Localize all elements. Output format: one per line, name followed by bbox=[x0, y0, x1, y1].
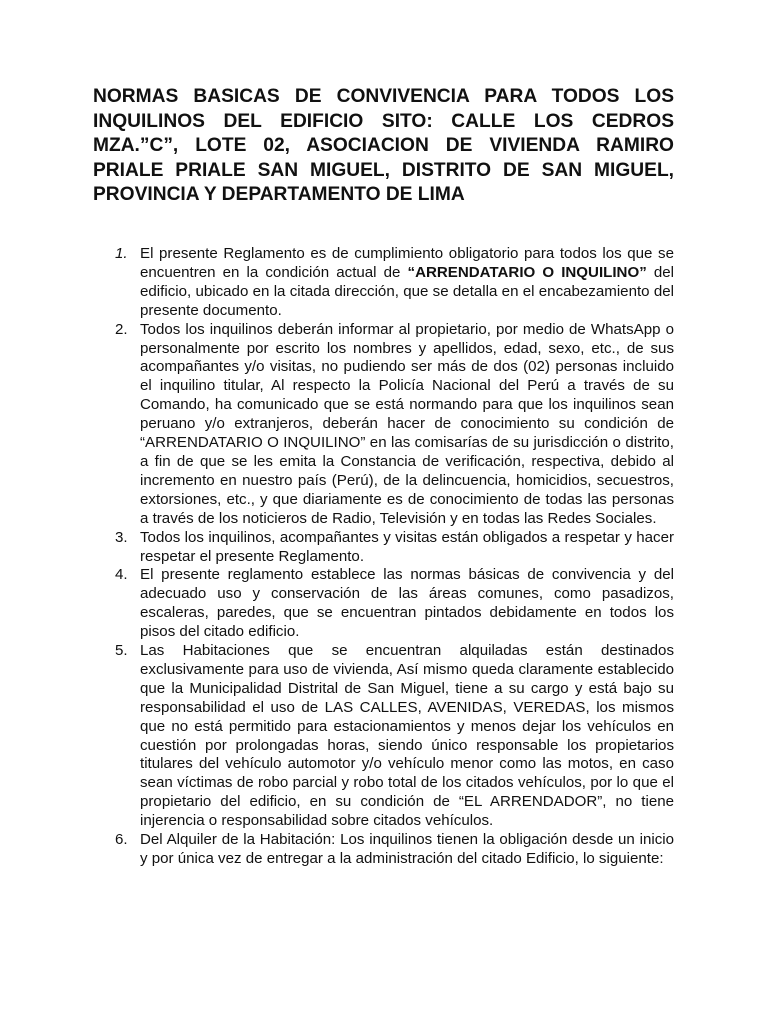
clause-5 bbox=[115, 642, 674, 831]
clause-list bbox=[115, 245, 674, 869]
clause-text: Las Habitaciones que se encuentran alquiladas están destinados exclusivamente para uso de vivienda, Así mismo queda claramente establecido que la Municipalidad Distrital de San Miguel, tiene a su cargo y está bajo su responsabilidad el uso de LAS CALLES, AVENIDAS, VEREDAS, los mismos que no está permitido para estacionamientos y menos dejar los vehículos en cuestión por prolongadas horas, siendo único responsable los propietarios titulares del vehículo automotor y/o vehículo menor como las motos, en caso sean víctimas de robo parcial y robo total de los citados vehículos, por lo que el propietario del edificio, en su condición de “EL ARRENDADOR”, no tiene injerencia o responsabilidad sobre citados vehículos. bbox=[140, 642, 674, 830]
clause-number: 2. bbox=[115, 320, 128, 338]
clause-number: 1. bbox=[115, 245, 128, 262]
clause-number: 3. bbox=[115, 528, 128, 546]
clause-number: 6. bbox=[115, 831, 128, 849]
clause-4 bbox=[115, 566, 674, 642]
clause-text: El presente reglamento establece las normas básicas de convivencia y del adecuado uso y conservación de las áreas comunes, como pasadizos, escaleras, paredes, que se encuentran pintados debidamente en todos los pisos del citado edificio. bbox=[140, 566, 674, 641]
clause-text: El presente Reglamento es de cumplimiento obligatorio para todos los que se encuentren en la condición actual de bbox=[140, 245, 674, 281]
clause-2 bbox=[115, 320, 674, 529]
clause-number: 5. bbox=[115, 642, 128, 660]
clause-emphasis: “ARRENDATARIO O INQUILINO” bbox=[407, 263, 647, 281]
clause-text: Todos los inquilinos deberán informar al propietario, por medio de WhatsApp o personalmente por escrito los nombres y apellidos, edad, sexo, etc., de sus acompañantes y/o visitas, no pudiendo ser más de dos (02) personas incluido el inquilino titular, Al respecto la Policía Nacional del Perú a través de su Comando, ha comunicado que se está normando para que los inquilinos sean peruano y/o extranjeros, deberán hacer de conocimiento su condición de “ARRENDATARIO O INQUILINO” en las comisarías de su jurisdicción o distrito, a fin de que se les emita la Constancia de verificación, respectiva, debido al incremento en nuestro país (Perú), de la delincuencia, homicidios, secuestros, extorsiones, etc., y que diariamente es de conocimiento de todas las personas a través de los noticieros de Radio, Televisión y en todas las Redes Sociales. bbox=[140, 320, 674, 527]
clause-number: 4. bbox=[115, 566, 128, 584]
clause-text: Todos los inquilinos, acompañantes y visitas están obligados a respetar y hacer respetar el presente Reglamento. bbox=[140, 528, 674, 565]
document-title: NORMAS BASICAS DE CONVIVENCIA PARA TODOS LOS INQUILINOS DEL EDIFICIO SITO: CALLE LOS CEDROS MZA.”C”, LOTE 02, ASOCIACION DE VIVIENDA RAMIRO PRIALE PRIALE SAN MIGUEL, DISTRITO DE SAN MIGUEL, PROVINCIA Y DEPARTAMENTO DE LIMA bbox=[93, 86, 674, 206]
clause-text-continued: del edificio, ubicado en la citada dirección, que se detalla en el encabezamiento del presente documento. bbox=[140, 263, 674, 319]
clause-6 bbox=[115, 831, 674, 869]
clause-text: Del Alquiler de la Habitación: Los inquilinos tienen la obligación desde un inicio y por única vez de entregar a la administración del citado Edificio, lo siguiente: bbox=[140, 831, 674, 867]
clause-1 bbox=[115, 245, 674, 321]
clause-3 bbox=[115, 528, 674, 567]
